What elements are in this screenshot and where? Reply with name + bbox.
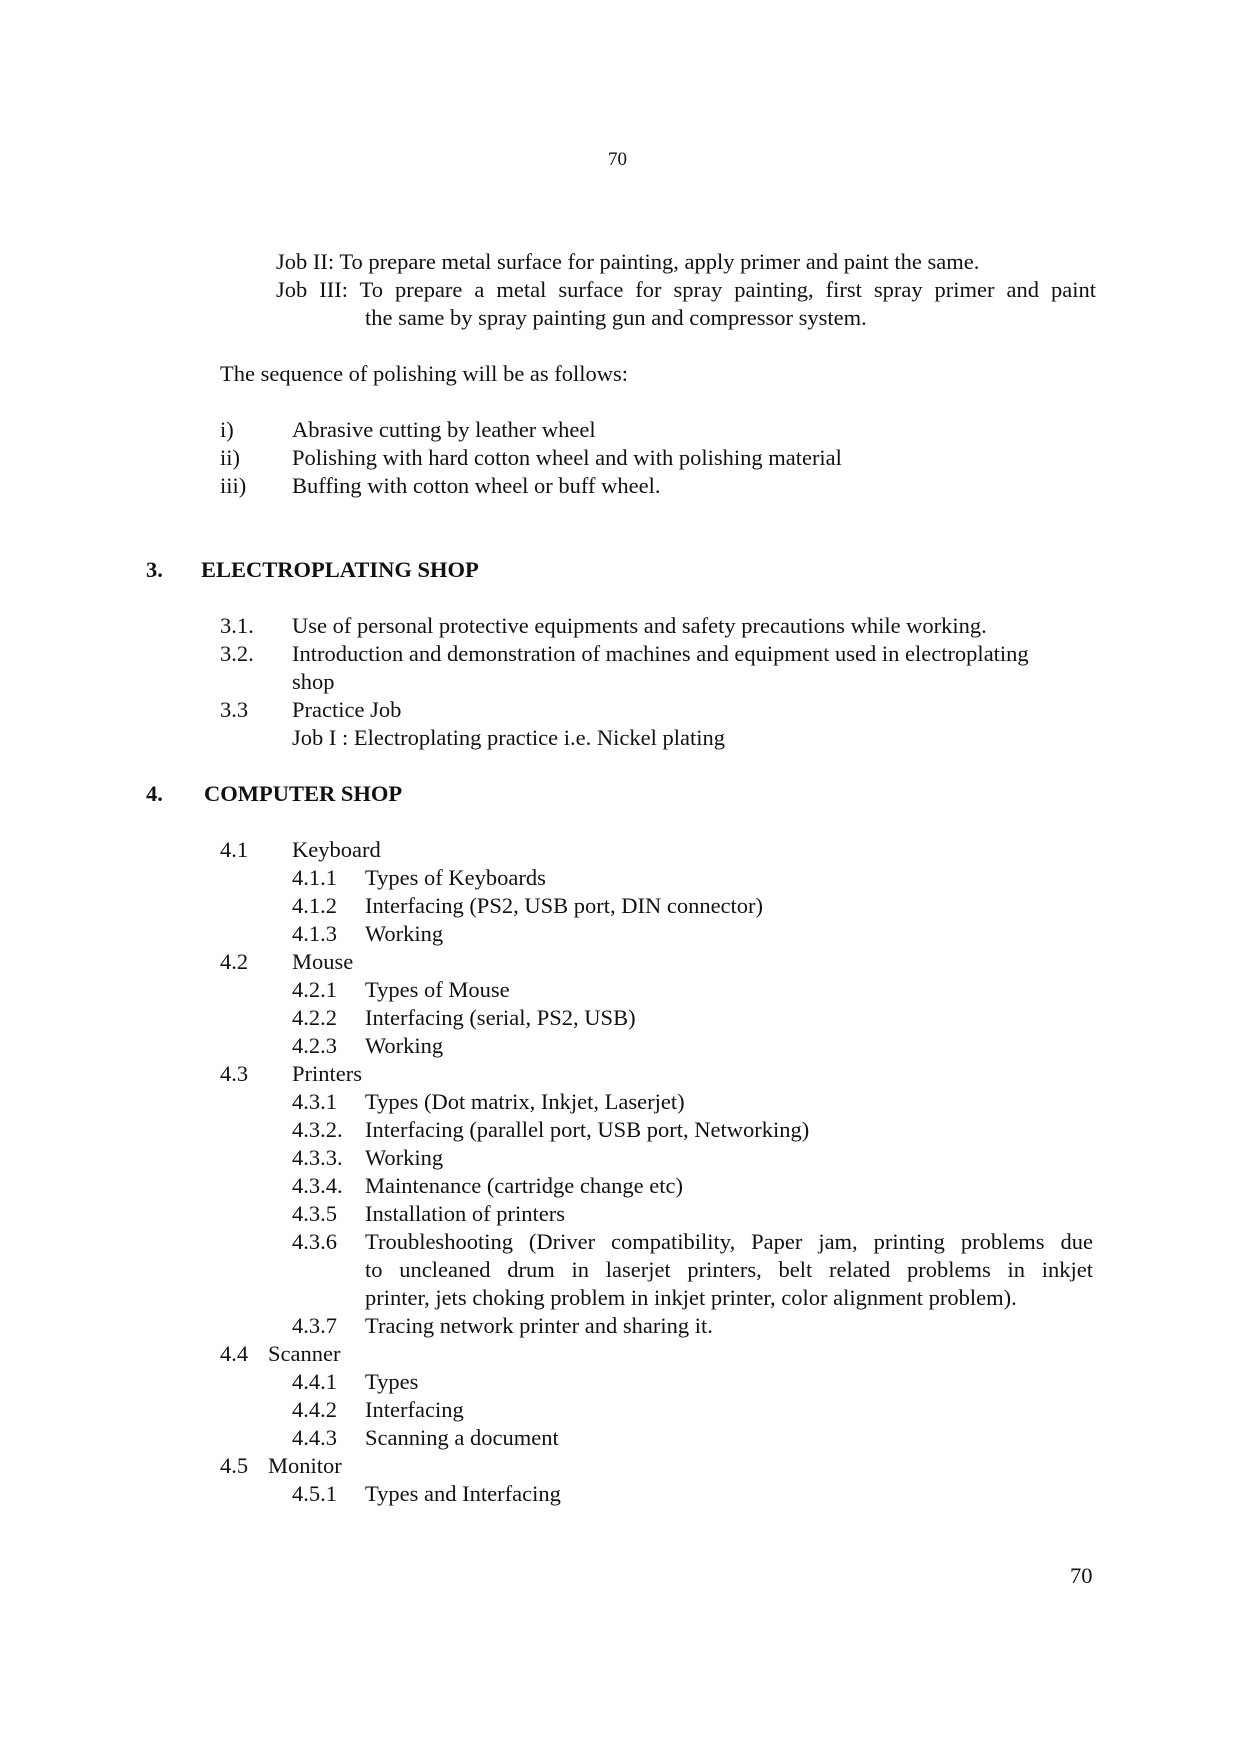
- section-4-number: 4.: [146, 781, 163, 806]
- list-item: Abrasive cutting by leather wheel: [292, 417, 596, 442]
- sub-item: Working: [365, 921, 444, 946]
- item-number: 3.1.: [220, 613, 254, 638]
- item-number: 3.3: [220, 697, 249, 722]
- sub-item: Types: [365, 1369, 419, 1394]
- sub-item: Troubleshooting (Driver compatibility, Paper jam, printing problems due: [365, 1229, 1093, 1254]
- item-number: 4.2: [220, 949, 249, 974]
- sub-item-continuation: printer, jets choking problem in inkjet printer, color alignment problem).: [365, 1285, 1017, 1310]
- sub-item-number: 4.4.3: [292, 1425, 337, 1450]
- sub-item: Interfacing (PS2, USB port, DIN connector): [365, 893, 764, 918]
- list-item-number: i): [220, 417, 234, 442]
- sub-item: Types (Dot matrix, Inkjet, Laserjet): [365, 1089, 685, 1114]
- sub-item-number: 4.3.1: [292, 1089, 337, 1114]
- sub-item-number: 4.3.3.: [292, 1145, 343, 1170]
- sub-item-number: 4.1.1: [292, 865, 337, 890]
- sub-item-number: 4.4.1: [292, 1369, 337, 1394]
- sub-item-number: 4.3.5: [292, 1201, 337, 1226]
- scanner-heading: Scanner: [268, 1341, 341, 1366]
- item-number: 3.2.: [220, 641, 254, 666]
- sub-item-number: 4.3.7: [292, 1313, 337, 1338]
- list-item: Buffing with cotton wheel or buff wheel.: [292, 473, 661, 498]
- list-item: Practice Job: [292, 697, 402, 722]
- printers-heading: Printers: [292, 1061, 362, 1086]
- sub-item: Working: [365, 1145, 444, 1170]
- sub-item: Interfacing (parallel port, USB port, Networking): [365, 1117, 810, 1142]
- page-number-top: 70: [608, 149, 627, 170]
- section-4-title: COMPUTER SHOP: [204, 781, 403, 806]
- job-iii-line-1: Job III: To prepare a metal surface for spray painting, first spray primer and paint: [276, 277, 1096, 302]
- job-iii-line-2: the same by spray painting gun and compressor system.: [365, 305, 867, 330]
- item-number: 4.1: [220, 837, 249, 862]
- keyboard-heading: Keyboard: [292, 837, 381, 862]
- job-ii-line: Job II: To prepare metal surface for painting, apply primer and paint the same.: [276, 249, 980, 274]
- sub-item: Maintenance (cartridge change etc): [365, 1173, 683, 1198]
- section-3-number: 3.: [146, 557, 163, 582]
- sub-item: Types of Mouse: [365, 977, 510, 1002]
- mouse-heading: Mouse: [292, 949, 354, 974]
- sub-item: Scanning a document: [365, 1425, 559, 1450]
- item-number: 4.3: [220, 1061, 249, 1086]
- sub-item: Interfacing (serial, PS2, USB): [365, 1005, 636, 1030]
- sub-item-number: 4.1.2: [292, 893, 337, 918]
- sub-item-number: 4.3.4.: [292, 1173, 343, 1198]
- sub-item: Types and Interfacing: [365, 1481, 561, 1506]
- item-number: 4.4: [220, 1341, 249, 1366]
- sub-item-number: 4.2.1: [292, 977, 337, 1002]
- sub-item-number: 4.2.2: [292, 1005, 337, 1030]
- sub-item-number: 4.1.3: [292, 921, 337, 946]
- sub-item-number: 4.2.3: [292, 1033, 337, 1058]
- sub-item: Installation of printers: [365, 1201, 565, 1226]
- sub-item-number: 4.3.2.: [292, 1117, 343, 1142]
- list-item-continuation: shop: [292, 669, 335, 694]
- sub-item: Types of Keyboards: [365, 865, 546, 890]
- page-number-bottom: 70: [1070, 1563, 1093, 1588]
- sub-item: Tracing network printer and sharing it.: [365, 1313, 713, 1338]
- sub-item-continuation: to uncleaned drum in laserjet printers, belt related problems in inkjet: [365, 1257, 1093, 1282]
- sub-item-number: 4.5.1: [292, 1481, 337, 1506]
- monitor-heading: Monitor: [268, 1453, 342, 1478]
- list-item-number: ii): [220, 445, 240, 470]
- list-item-number: iii): [220, 473, 247, 498]
- sub-item-number: 4.4.2: [292, 1397, 337, 1422]
- section-3-title: ELECTROPLATING SHOP: [201, 557, 479, 582]
- sub-item-number: 4.3.6: [292, 1229, 337, 1254]
- list-item: Use of personal protective equipments and safety precautions while working.: [292, 613, 987, 638]
- item-number: 4.5: [220, 1453, 249, 1478]
- list-item: Polishing with hard cotton wheel and with polishing material: [292, 445, 842, 470]
- list-item: Introduction and demonstration of machines and equipment used in electroplating: [292, 641, 1029, 666]
- job-i-line: Job I : Electroplating practice i.e. Nickel plating: [292, 725, 725, 750]
- sub-item: Working: [365, 1033, 444, 1058]
- sub-item: Interfacing: [365, 1397, 464, 1422]
- sequence-heading: The sequence of polishing will be as follows:: [220, 361, 629, 386]
